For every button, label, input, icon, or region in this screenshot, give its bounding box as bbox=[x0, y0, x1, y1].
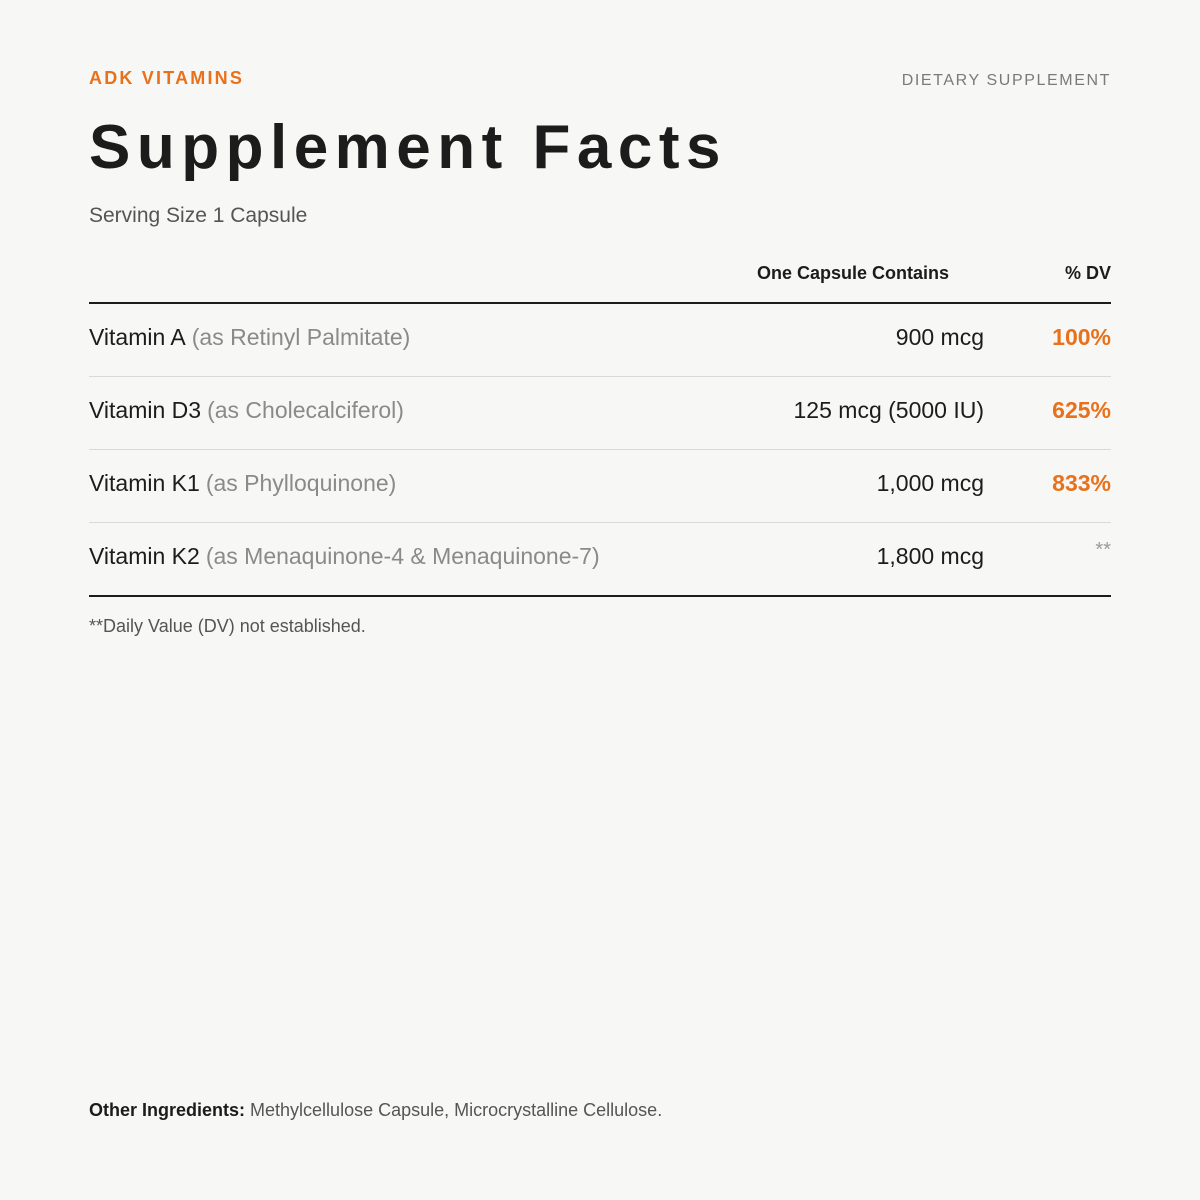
nutrient-table bbox=[89, 304, 1111, 597]
other-ingredients-label: Other Ingredients: bbox=[89, 1100, 246, 1120]
table-row bbox=[89, 523, 1111, 597]
table-row bbox=[89, 304, 1111, 377]
nutrient-name: Vitamin K2 bbox=[89, 543, 200, 569]
product-type-label: DIETARY SUPPLEMENT bbox=[901, 72, 1111, 89]
other-ingredients-value: Methylcellulose Capsule, Microcrystalline Cellulose. bbox=[250, 1100, 663, 1120]
nutrient-amount: 1,800 mcg bbox=[876, 543, 984, 569]
supplement-facts-panel bbox=[89, 0, 1111, 1200]
nutrient-dv: 100% bbox=[1052, 324, 1111, 350]
nutrient-amount: 125 mcg (5000 IU) bbox=[793, 397, 984, 423]
table-row bbox=[89, 450, 1111, 523]
page-title: Supplement Facts bbox=[89, 113, 727, 182]
nutrient-name: Vitamin A bbox=[89, 324, 186, 350]
column-header-amount: One Capsule Contains bbox=[756, 263, 949, 283]
table-header bbox=[89, 263, 1111, 289]
nutrient-cell bbox=[89, 324, 410, 351]
nutrient-amount: 900 mcg bbox=[895, 324, 984, 350]
nutrient-name: Vitamin D3 bbox=[89, 397, 202, 423]
nutrient-source: (as Menaquinone-4 & Menaquinone-7) bbox=[205, 543, 600, 569]
table-row bbox=[89, 377, 1111, 450]
serving-size: Serving Size 1 Capsule bbox=[89, 204, 308, 227]
nutrient-amount: 1,000 mcg bbox=[876, 470, 984, 496]
brand-name: ADK VITAMINS bbox=[89, 68, 245, 88]
daily-value-footnote: **Daily Value (DV) not established. bbox=[89, 616, 366, 636]
column-header-dv: % DV bbox=[1064, 263, 1111, 283]
nutrient-source: (as Retinyl Palmitate) bbox=[191, 324, 411, 350]
nutrient-source: (as Phylloquinone) bbox=[205, 470, 397, 496]
nutrient-cell bbox=[89, 397, 404, 424]
nutrient-source: (as Cholecalciferol) bbox=[207, 397, 404, 423]
nutrient-cell bbox=[89, 470, 396, 497]
nutrient-dv: 625% bbox=[1052, 397, 1111, 423]
nutrient-cell bbox=[89, 543, 600, 570]
nutrient-dv: 833% bbox=[1052, 470, 1111, 496]
nutrient-dv-not-established: ** bbox=[1095, 539, 1111, 561]
other-ingredients bbox=[89, 1100, 662, 1121]
nutrient-name: Vitamin K1 bbox=[89, 470, 200, 496]
